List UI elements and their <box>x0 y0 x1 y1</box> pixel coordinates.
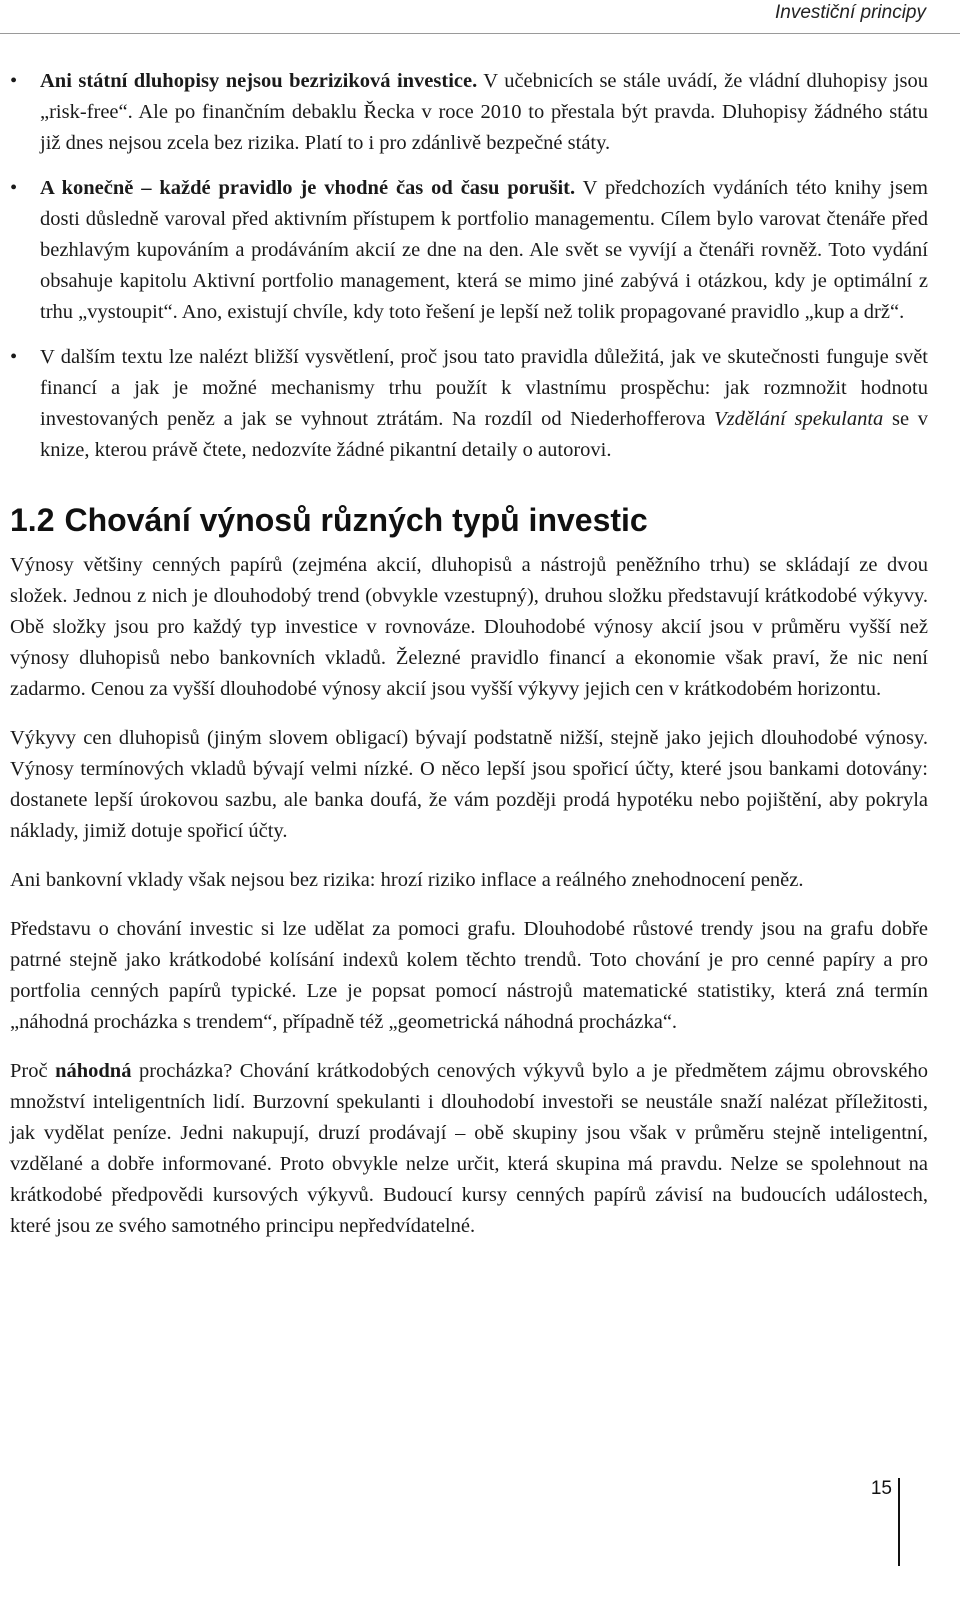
paragraph: Výkyvy cen dluhopisů (jiným slovem obligací) bývají podstatně nižší, stejně jako jejich dlouhodobé výnosy. Výnosy termínových vkladů bývají velmi nízké. O něco lepší jsou spořicí účty, které jsou bankami dotovány: dostanete lepší úrokovou sazbu, ale banka doufá, že vám později prodá hypotéku nebo pojištění, aby pokryla náklady, jimiž dotuje spořicí účty. <box>10 727 928 842</box>
page-content <box>10 66 928 1260</box>
section-number: 1.2 <box>10 502 55 538</box>
bullet-dot: • <box>10 70 18 92</box>
bullet-text: V dalším textu lze nalézt bližší vysvětlení, proč jsou tato pravidla důležitá, jak ve skutečnosti funguje svět financí a jak je možné mechanismy trhu použít k vlastnímu prospěchu: jak rozmnožit hodnotu investovaných peněz a jak se vyhnout ztrátám. Na rozdíl od Niederhofferova <box>40 346 928 430</box>
section-heading <box>10 500 928 540</box>
running-header <box>0 0 960 34</box>
paragraph: Ani bankovní vklady však nejsou bez rizika: hrozí riziko inflace a reálného znehodnocení peněz. <box>10 869 804 891</box>
list-item <box>10 173 928 328</box>
bullet-lead: A konečně – každé pravidlo je vhodné čas od času porušit. <box>40 177 576 199</box>
emphasis-text: náhodná <box>55 1060 132 1082</box>
list-item <box>10 342 928 466</box>
bullet-dot: • <box>10 177 18 199</box>
running-header-title: Investiční principy <box>774 2 926 23</box>
paragraph-text: procházka? Chování krátkodobých cenových výkyvů bylo a je předmětem zájmu obrovského množství inteligentních lidí. Burzovní spekulanti i dlouhodobí investoři se neustále snaží nalézat příležitosti, jak vydělat peníze. Jedni nakupují, druzí prodávají – obě skupiny jsou však v průměru stejně inteligentní, vzdělané a dobře informované. Proto obvykle nelze určit, která skupina má pravdu. Nelze se spolehnout na krátkodobé předpovědi kursových výkyvů. Budoucí kursy cenných papírů závisí na budoucích událostech, které jsou ze svého samotného principu nepředvídatelné. <box>10 1060 928 1237</box>
page-number-rule <box>898 1478 900 1566</box>
bullet-lead: Ani státní dluhopisy nejsou bezriziková investice. <box>40 70 478 92</box>
bullet-text: se v knize, kterou právě čtete, nedozvíte žádné pikantní detaily o autorovi. <box>40 408 929 461</box>
bullet-dot: • <box>10 346 18 368</box>
section-title: Chování výnosů různých typů investic <box>64 502 648 538</box>
page-number: 15 <box>870 1478 892 1499</box>
book-title: Vzdělání spekulanta <box>714 408 884 430</box>
page-footer <box>864 1478 904 1568</box>
bullet-list <box>10 66 928 466</box>
paragraph-text: Proč <box>10 1060 56 1082</box>
paragraph: Představu o chování investic si lze udělat za pomoci grafu. Dlouhodobé růstové trendy jsou na grafu dobře patrné stejně jako krátkodobé kolísání indexů kolem těchto trendů. Toto chování je pro cenné papíry a pro portfolia cenných papírů typické. Lze je popsat pomocí nástrojů matematické statistiky, která zná termín „náhodná procházka s trendem“, případně též „geometrická náhodná procházka“. <box>10 918 928 1033</box>
paragraph: Výnosy většiny cenných papírů (zejména akcií, dluhopisů a nástrojů peněžního trhu) se skládají ze dvou složek. Jednou z nich je dlouhodobý trend (obvykle vzestupný), druhou složku představují krátkodobé výkyvy. Obě složky jsou pro každý typ investice v rovnováze. Dlouhodobé výnosy akcií jsou v průměru vyšší než výnosy dluhopisů nebo bankovních vkladů. Železné pravidlo financí a ekonomie však praví, že nic není zadarmo. Cenou za vyšší dlouhodobé výnosy akcií jsou vyšší výkyvy jejich cen v krátkodobém horizontu. <box>10 554 928 700</box>
bullet-text: V předchozích vydáních této knihy jsem dosti důsledně varoval před aktivním přístupem k portfolio managementu. Cílem bylo varovat čtenáře před bezhlavým kupováním a prodáváním akcií ze dne na den. Ale svět se vyvíjí a čtenáři rovněž. Toto vydání obsahuje kapitolu Aktivní portfolio management, která se mimo jiné zabývá i otázkou, kdy je optimální z trhu „vystoupit“. Ano, existují chvíle, kdy toto řešení je lepší než tolik propagované pravidlo „kup a drž“. <box>40 177 928 323</box>
bullet-text: V učebnicích se stále uvádí, že vládní dluhopisy jsou „risk-free“. Ale po finančním debaklu Řecka v roce 2010 to přestala být pravda. Dluhopisy žádného státu již dnes nejsou zcela bez rizika. Platí to i pro zdánlivě bezpečné státy. <box>40 70 928 154</box>
paragraph <box>10 1056 928 1242</box>
list-item <box>10 66 928 159</box>
